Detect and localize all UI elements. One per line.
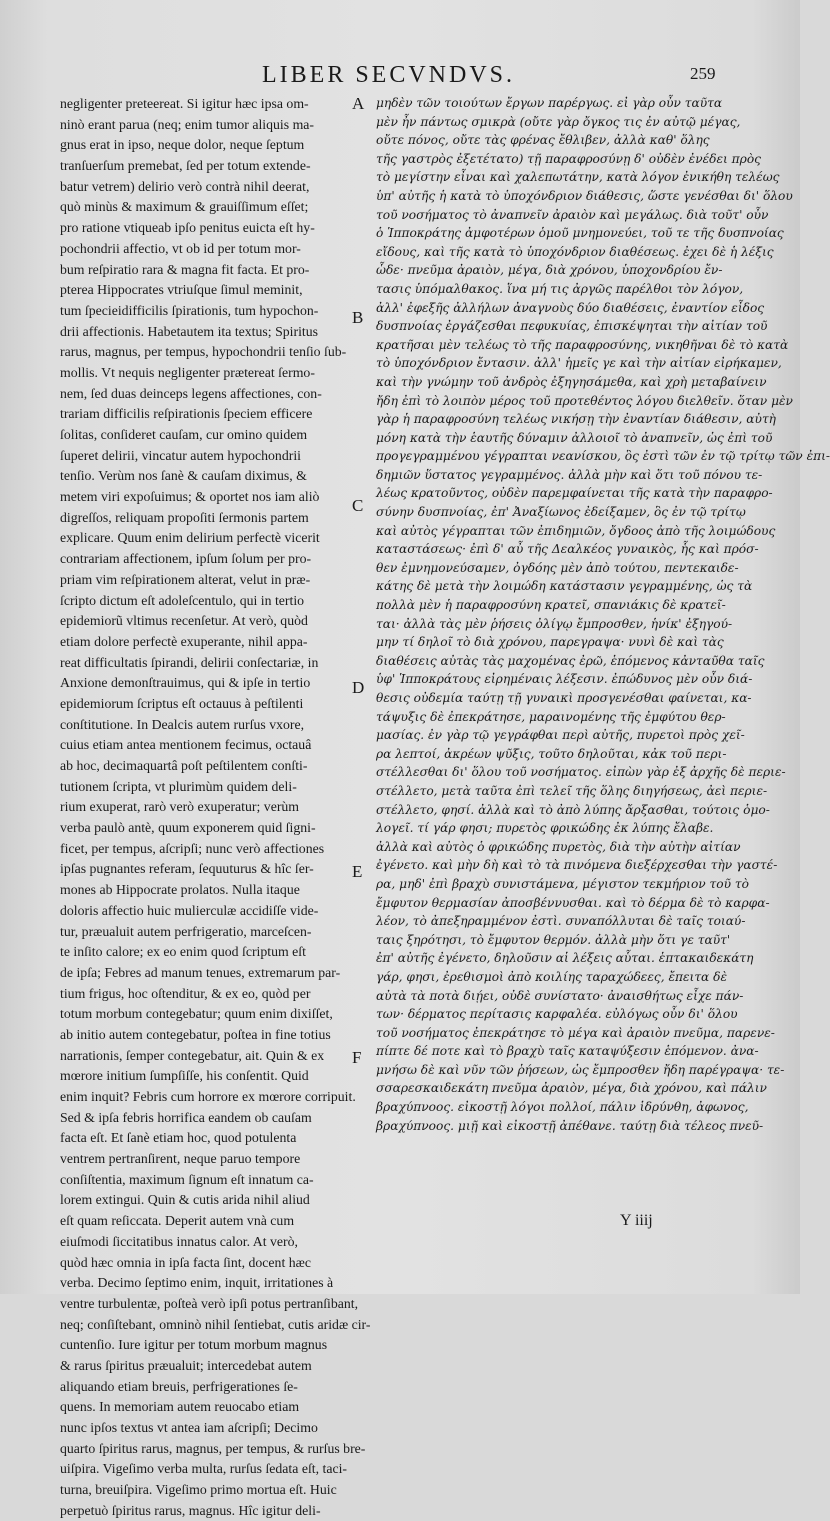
- text-line: explicare. Quum enim delirium perfectè vicerit: [60, 530, 320, 546]
- margin-marker-c: C: [352, 496, 364, 515]
- text-line: τασις ὑπόμαλθακος. ἵνα μή τις ἀργῶς παρέλθοι τὸν λόγον,: [376, 281, 744, 296]
- text-line: reat difficultatis ſpirandi, delirii conſectariæ, in: [60, 654, 319, 670]
- text-line: εἴδους, καὶ τῆς κατὰ τὸ ὑποχόνδριον διαθέσεως. ἐχει δὲ ἡ λέξις: [376, 244, 774, 259]
- text-line: quens. In memoriam autem reuocabo etiam: [60, 1399, 300, 1415]
- text-line: pterea Hippocrates vtriuſque ſimul meminit,: [60, 282, 303, 298]
- text-line: ventre turbulentæ, poſteà verò ipſi potus pertranſibant,: [60, 1295, 359, 1311]
- text-line: καὶ τὴν γνώμην τοῦ ἀνδρὸς ἐξηγησάμεθα, καὶ χρὴ μεταβαίνειν: [376, 374, 767, 389]
- text-line: δυσπνοίας ἐργάζεσθαι πεφυκυίας, ἐπισκέψηται τὴν αἰτίαν τοῦ: [376, 319, 768, 334]
- margin-marker-d: D: [352, 678, 365, 697]
- text-line: enim inquit? Febris cum horrore ex mœrore corripuit.: [60, 1089, 356, 1104]
- text-line: στέλλεσθαι δι' ὅλου τοῦ νοσήματος. εἰπὼν γὰρ ἐξ ἀρχῆς δὲ περιε-: [376, 765, 786, 780]
- text-line: etiam dolore perfectè exuperante, nihil appa-: [60, 633, 308, 649]
- text-line: ἀλλὰ καὶ αὐτὸς ὁ φρικώδης πυρετὸς, διὰ τὴν αὐτὴν αἰτίαν: [376, 839, 741, 854]
- text-line: βραχύπνοος. μιῇ καὶ εἰκοστῇ ἀπέθανε. ταύτῃ διὰ τέλεος πνεῦ-: [376, 1118, 764, 1133]
- text-line: μασίας. ἐν γὰρ τῷ γεγράφθαι περὶ αὐτῆς, πυρετοὶ πρὸς χεῖ-: [376, 728, 745, 743]
- text-line: conſtitutione. In Dealcis autem rurſus vxore,: [60, 716, 305, 732]
- text-line: metem viri expoſuimus; & oportet nos iam aliò: [60, 489, 320, 505]
- page-number: 259: [690, 64, 716, 83]
- text-line: tum ſpecieidifficilis ſpirationis, tum hypochon-: [60, 302, 319, 318]
- text-line: verba. Decimo ſeptimo enim, inquit, irritationes à: [60, 1275, 334, 1291]
- text-line: λογεῖ. τί γάρ φησι; πυρετὸς φρικώδης ἐκ λύπης ἔλαβε.: [376, 821, 714, 836]
- text-line: nunc ipſos textus vt antea iam aſcripſi; Decimo: [60, 1420, 318, 1435]
- text-line: μόνη κατὰ τὴν ἑαυτῆς δύναμιν ἀλλοιοῖ τὸ ἀναπνεῖν, ὡς ἐπὶ τοῦ: [376, 430, 773, 445]
- text-line: epidemiorum ſcriptus eſt octauus à peſtilenti: [60, 695, 304, 711]
- text-line: ninò erant parua (neq; enim tumor aliquis ma-: [60, 116, 315, 132]
- margin-marker-e: E: [352, 862, 363, 881]
- text-line: αὐτὰ τὰ ποτὰ διῄει, οὐδὲ συνίστατο· ἀναισθήτως εἶχε πάν-: [376, 988, 744, 1003]
- text-line: ὧδε· πνεῦμα ἀραιὸν, μέγα, διὰ χρόνου, ὑποχονδρίου ἔν-: [376, 263, 723, 278]
- text-line: totum morbum contegebatur; quum enim dixiſſet,: [60, 1006, 333, 1022]
- text-line: τὸ μεγίστην εἶναι καὶ χαλεπωτάτην, κατὰ λόγον ἐνικήθη τελέως: [376, 170, 780, 185]
- text-line: σύνην δυσπνοίας, ἐπ' Ἀναξίωνος ἐδείξαμεν, ὃς ἐν τῷ τρίτῳ: [376, 505, 746, 520]
- text-line: mones ab Hippocrate prolatos. Nulla itaque: [60, 882, 300, 898]
- text-line: nem, ſed duas deinceps legens affectiones, con-: [60, 385, 322, 401]
- text-line: μνήσω δὲ καὶ νῦν τῶν ῥήσεων, ὡς ἔμπροσθεν ἤδη παρέγραψα· τε-: [376, 1062, 785, 1077]
- text-line: neq; conſiſtebant, omninò nihil ſentiebat, cutis aridæ cir-: [60, 1316, 371, 1332]
- text-line: mollis. Vt nequis negligenter prætereat ſermo-: [60, 364, 315, 380]
- text-line: contrariam affectionem, ipſum ſolum per pro-: [60, 551, 312, 567]
- text-line: πολλὰ μὲν ἡ παραφροσύνη κρατεῖ, σπανιάκις δὲ κρατεῖ-: [376, 598, 726, 613]
- text-line: μηδὲν τῶν τοιούτων ἔργων παρέργως. εἰ γὰρ οὖν ταῦτα: [376, 96, 723, 110]
- text-line: ὑφ' Ἱπποκράτους εἰρημέναις λέξεσιν. ἐπώδυνος μὲν οὖν διά-: [376, 672, 753, 687]
- text-line: θεν ἐμνημονεύσαμεν, ὀγδόης μὲν ἀπὸ τούτου, πεντεκαιδε-: [376, 560, 739, 575]
- greek-text-column: [376, 94, 830, 1234]
- text-line: καταστάσεως· ἐπὶ δ' αὖ τῆς Δεαλκέος γυναικὸς, ἧς καὶ πρόσ-: [376, 542, 759, 557]
- text-line: conſiſtentia, maximum ſignum eſt innatum ca-: [60, 1171, 314, 1187]
- text-line: de ipſa; Febres ad manum tenues, extremarum par-: [60, 964, 341, 980]
- text-line: λέως κρατοῦντος, οὐδὲν παρεμφαίνεται τῆς κατὰ τὴν παραφρο-: [376, 486, 773, 501]
- text-line: priam vim reſpirationem alterat, velut in præ-: [60, 571, 311, 587]
- text-line: στέλλετο, φησί. ἀλλὰ καὶ τὸ ἀπὸ λύπης ἄρξασθαι, τούτοις ὁμο-: [376, 802, 770, 817]
- text-line: gnus erat in ipso, neque dolor, neque ſeptum: [60, 137, 305, 153]
- text-line: tium frigus, hoc oſtenditur, & ex eo, quòd per: [60, 985, 311, 1001]
- text-line: eiuſmodi ſiccitatibus innatus calor. At verò,: [60, 1233, 298, 1249]
- text-line: τῆς γαστρὸς ἐξετέτατο) τῇ παραφροσύνῃ δ' οὐδὲν ἐνέδει πρὸς: [376, 151, 762, 166]
- text-line: γάρ, φησι, ἐρεθισμοὶ ἀπὸ κοιλίης ταραχώδεες, ἔπειτα δὲ: [376, 969, 728, 984]
- text-line: turna, breuiſpira. Vigeſimo primo mortua eſt. Huic: [60, 1482, 337, 1498]
- text-line: προγεγραμμένου γέγραπται νεανίσκου, ὃς ἐστὶ τῶν ἐν τῷ τρίτῳ τῶν ἐπι-: [376, 449, 830, 464]
- running-title: LIBER SECVNDVS.: [262, 62, 516, 88]
- text-line: ρα, μηδ' ἐπὶ βραχὺ συνιστάμενα, μέγιστον τεκμήριον τοῦ τὸ: [376, 876, 750, 891]
- text-line: Sed & ipſa febris horrifica eandem ob cauſam: [60, 1109, 312, 1125]
- text-line: τοῦ νοσήματος τὸ ἀναπνεῖν ἀραιὸν καὶ μεγάλως. διὰ τοῦτ' οὖν: [376, 207, 769, 222]
- text-line: quòd hæc omnia in ipſa facta ſint, docent hæc: [60, 1254, 311, 1270]
- text-line: aliquando etiam breuis, perfrigerationes ſe-: [60, 1378, 298, 1394]
- text-line: κάτης δὲ μετὰ τὴν λοιμώδη κατάστασιν γεγραμμένης, ὡς τὰ: [376, 579, 753, 594]
- text-line: epidemiorũ vltimus recenſetur. At verò, quòd: [60, 613, 308, 629]
- text-line: quò minùs & maximum & grauiſſimum eſſet;: [60, 199, 309, 215]
- text-line: κρατῆσαι μὲν τελέως τὸ τῆς παραφροσύνης, νικηθῆναι δὲ τὸ κατὰ: [376, 337, 789, 352]
- text-line: διαθέσεις αὐτὰς τὰς μαχομένας ἐρῶ, ἑπόμενος κἀνταῦθα ταῖς: [376, 653, 765, 668]
- text-line: tenſio. Verùm nos ſanè & cauſam diximus, &: [60, 468, 307, 484]
- text-line: ipſas pugnantes referam, ſequuturus & hîc ſer-: [60, 861, 314, 877]
- text-line: drii affectionis. Habetautem ita textus; Spiritus: [60, 323, 318, 339]
- text-line: lorem extingui. Quin & cutis arida nihil aliud: [60, 1192, 310, 1208]
- text-line: mœrore initium ſumpſiſſe, his conſentit. Quid: [60, 1068, 309, 1084]
- text-line: pro ratione vtiqueab ipſo penitus euicta eſt hy-: [60, 220, 315, 236]
- page-header: [0, 62, 800, 92]
- text-line: cuius etiam antea mentionem fecimus, octauâ: [60, 737, 312, 753]
- text-line: πίπτε δέ ποτε καὶ τὸ βραχὺ ταῖς καταψύξεσιν ἑπόμενον. ἀνα-: [376, 1044, 759, 1059]
- margin-marker-a: A: [352, 94, 365, 113]
- text-line: ἐγένετο. καὶ μὴν δὴ καὶ τὸ τὰ πινόμενα διεξέρχεσθαι τὴν γαστέ-: [376, 858, 778, 873]
- text-line: γὰρ ἡ παραφροσύνη τελέως νικήσῃ τὴν ἐναντίαν διάθεσιν, αὐτὴ: [376, 412, 776, 427]
- text-line: batur vetrem) delirio verò contrà nihil deerat,: [60, 178, 310, 194]
- text-line: Anxione demonſtrauimus, qui & ipſe in tertio: [60, 675, 311, 691]
- text-line: καὶ αὐτὸς γέγραπται τῶν ἐπιδημιῶν, ὄγδοος ἀπὸ τῆς λοιμώδους: [376, 523, 776, 538]
- text-line: ventrem pertranſirent, neque paruo tempore: [60, 1151, 301, 1167]
- text-line: facta eſt. Et ſanè etiam hoc, quod potulenta: [60, 1130, 297, 1146]
- text-line: bum reſpiratio rara & magna fit facta. Et pro-: [60, 261, 310, 277]
- text-line: οὔτε πόνος, οὔτε τὰς φρένας ἔθλιβεν, ἀλλὰ καθ' ὅλης: [376, 133, 710, 148]
- text-line: te inſito calore; ex eo enim quod ſcriptum eſt: [60, 944, 306, 960]
- text-line: λέον, τὸ ἀπεξηραμμένον ἐστὶ. συναπόλλυται δὲ ταῖς τοιαύ-: [376, 914, 746, 929]
- text-line: ab hoc, decimaquartâ poſt peſtilentem conſti-: [60, 758, 308, 773]
- text-line: tur, præualuit autem perfrigeratio, marceſcen-: [60, 923, 312, 939]
- text-line: τὸ ὑποχόνδριον ἔντασιν. ἀλλ' ἡμεῖς γε καὶ τὴν αἰτίαν εἰρήκαμεν,: [376, 356, 782, 371]
- text-line: tutionem ſcripta, vt plurimùm quidem deli-: [60, 778, 297, 794]
- text-line: ἔμφυτον θερμασίαν ἀποσβέννυσθαι. καὶ τὸ δέρμα δὲ τὸ καρφα-: [376, 895, 770, 910]
- margin-marker-b: B: [352, 308, 364, 327]
- text-line: δημιῶν ὕστατος γεγραμμένος. ἀλλὰ μὴν καὶ ὅτι τοῦ πόνου τε-: [376, 467, 763, 482]
- text-line: ἐπ' αὐτῆς ἐγένετο, δηλοῦσιν αἱ λέξεις αὗται. ἑπτακαιδεκάτη: [376, 951, 754, 966]
- text-line: cuntenſio. Iure igitur per totum morbum magnus: [60, 1337, 328, 1353]
- text-line: ſuperet delirii, vincatur autem hypochondrii: [60, 447, 301, 463]
- text-line: θεσις οὐδεμία ταύτῃ τῇ γυναικὶ προσγενέσθαι φαίνεται, κα-: [376, 691, 752, 705]
- text-line: tranſuerſum premebat, ſed per totum extende-: [60, 158, 311, 174]
- text-line: ficet, per tempus, aſcripſi; nunc verò affectiones: [60, 840, 325, 856]
- latin-text-column: [60, 94, 371, 1518]
- text-line: ἀλλ' ἐφεξῆς ἀλλήλων ἀναγνοὺς δύο διαθέσεις, ἐναντίον εἶδος: [376, 300, 765, 315]
- text-line: τοῦ νοσήματος ἐπεκράτησε τὸ μέγα καὶ ἀραιὸν πνεῦμα, παρενε-: [376, 1025, 775, 1040]
- margin-marker-f: F: [352, 1048, 362, 1067]
- text-line: ab initio autem contegebatur, poſtea in fine totius: [60, 1026, 331, 1042]
- text-line: ρα λεπτοί, ἀκρέων ψῦξις, τοῦτο δηλοῦται, κἀκ τοῦ περι-: [376, 746, 727, 761]
- text-line: ὑπ' αὐτῆς ἡ κατὰ τὸ ὑποχόνδριον διάθεσις, ὥστε γενέσθαι δι' ὅλου: [376, 188, 793, 203]
- text-line: μην τί δηλοῖ τὸ διὰ χρόνου, παρεγραψα· νυνὶ δὲ καὶ τὰς: [376, 635, 724, 650]
- text-line: doloris affectio huic mulierculæ accidiſſe vide-: [60, 902, 319, 918]
- text-line: eſt quam reſiccata. Deperit autem vnà cum: [60, 1213, 295, 1229]
- text-line: digreſſos, reliquam propoſiti ſermonis partem: [60, 509, 309, 525]
- text-line: & rarus ſpiritus præualuit; intercedebat autem: [60, 1357, 312, 1373]
- text-line: τάψυξις δὲ ἐπεκράτησε, μαραινομένης τῆς ἐμφύτου θερ-: [376, 709, 726, 724]
- text-line: trariam difficilis reſpirationis ſpeciem efficere: [60, 406, 313, 422]
- text-line: narrationis, ſemper contegebatur, ait. Quin & ex: [60, 1047, 325, 1063]
- text-line: verba paulò antè, quum exponerem quid ſigni-: [60, 820, 316, 836]
- text-line: ταις ξηρότησι, τὸ ἔμφυτον θερμόν. ἀλλὰ μὴν ὅτι γε ταῦτ': [376, 932, 731, 947]
- text-line: pochondrii affectio, vt ob id per totum mor-: [60, 240, 301, 256]
- text-line: ſolitas, conſideret cauſam, cur omino quidem: [60, 427, 308, 442]
- text-line: μὲν ἦν πάντως σμικρὰ (οὔτε γὰρ ὄγκος τις ἐν αὐτῷ μέγας,: [376, 114, 741, 129]
- text-line: negligenter preteereat. Si igitur hæc ipsa om-: [60, 96, 309, 111]
- text-line: στέλλετο, μετὰ ταῦτα ἐπὶ τελεῖ τῆς ὅλης διηγήσεως, ἀεὶ περιε-: [376, 783, 768, 798]
- text-line: rarus, magnus, per tempus, hypochondrii tenſio ſub-: [60, 344, 347, 360]
- text-line: quarto ſpiritus rarus, magnus, per tempus, & rurſus bre-: [60, 1440, 366, 1456]
- text-line: ὁ Ἱπποκράτης ἀμφοτέρων ὁμοῦ μνημονεύει, τοῦ τε τῆς δυσπνοίας: [376, 226, 784, 241]
- text-line: perpetuò ſpiritus rarus, magnus. Hîc igitur deli-: [60, 1502, 321, 1518]
- signature-mark: Y iiij: [620, 1212, 653, 1229]
- text-line: σσαρεσκαιδεκάτη πνεῦμα ἀραιὸν, μέγα, διὰ χρόνου, καὶ πάλιν: [376, 1081, 767, 1096]
- text-line: βραχύπνοος. εἰκοστῇ λόγοι πολλοί, πάλιν ἱδρύνθη, ἀφωνος,: [376, 1100, 749, 1115]
- text-line: ſcripto dictum eſt adoleſcentulo, qui in tertio: [60, 592, 305, 608]
- text-line: ται· ἀλλὰ τὰς μὲν ῥήσεις ὀλίγῳ ἔμπροσθεν, ἡνίκ' ἐξηγού-: [376, 616, 733, 631]
- text-line: uiſpira. Vigeſimo verba multa, rurſus ſedata eſt, taci-: [60, 1461, 348, 1477]
- text-line: rium exuperat, rarò verò exuperatur; verùm: [60, 799, 300, 815]
- text-line: ἤδη ἐπὶ τὸ λοιπὸν μέρος τοῦ προτεθέντος λόγου διελθεῖν. ὅταν μὲν: [376, 393, 793, 408]
- text-line: των· δέρματος περίτασις καρφαλέα. εὐλόγως οὖν δι' ὅλου: [376, 1007, 738, 1022]
